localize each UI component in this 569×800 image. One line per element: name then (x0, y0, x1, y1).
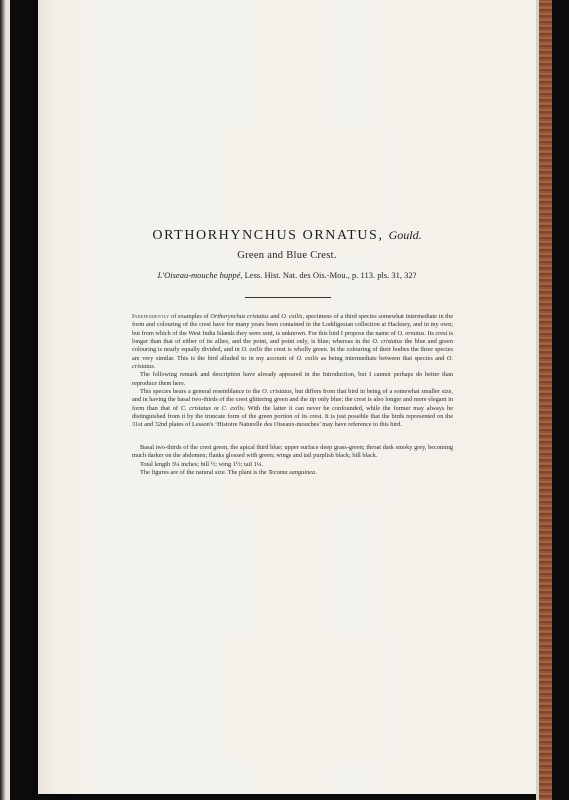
text-run: . Its crest is longer than that of either of its allies, and the point, and point only, is blue; whereas in the (132, 329, 454, 346)
body-text (132, 313, 453, 477)
lead-word: Independently (132, 313, 170, 320)
italic-run: O. exilis (296, 354, 319, 362)
text-run: The following remark and description have already appeared in the Introduction, but I cannot perhaps do better than reproduce them here. (132, 371, 453, 387)
italic-run: O. cristatus (262, 388, 292, 396)
synonym-line (38, 270, 536, 280)
paragraph-1 (132, 313, 453, 371)
paragraph-2 (132, 371, 453, 388)
book-edge (536, 0, 552, 800)
author-name: Gould. (388, 228, 422, 242)
text-run: the blue and green colouring is nearly equally divided, and in (132, 338, 453, 354)
text-run: Total length 3¼ inches; bill ½; wing 1½; tail 1¼. (140, 460, 264, 468)
text-run: . (153, 363, 156, 371)
italic-run: O. cristatus (132, 354, 453, 371)
italic-run: O. ornatus (397, 329, 425, 337)
text-run: , but differs from that bird in being of a somewhat smaller size, and in having the basal two-thirds of the crest glittering green and the tip only blue; the crest is also longer and more elegant in form than that of (132, 388, 454, 412)
italic-run: C. exilis (221, 404, 244, 412)
italic-run: O. cristatus (372, 338, 403, 346)
synonym-reference: Less. Hist. Nat. des Ois.-Mou., p. 113. pls. 31, 32? (242, 270, 417, 280)
paragraph-3 (132, 388, 453, 430)
italic-run: Orthorynchus cristatus (210, 313, 269, 320)
text-run: This species bears a general resemblance to the (140, 388, 263, 396)
divider-rule (245, 297, 331, 298)
italic-run: C. cristatus (180, 404, 211, 412)
text-run: Basal two-thirds of the crest green, the apical third blue; upper surface deep grass-green; throat dark smoky grey, becoming much darker on the abdomen; flanks glossed with green; wings and tail purplish black; bill black. (132, 443, 453, 460)
italic-run: O. exilis (281, 313, 303, 320)
description-paragraph (132, 444, 453, 461)
species-title (38, 228, 536, 244)
italic-run: Tecoma sanguinea (268, 468, 316, 476)
italic-run: O. exilis (241, 346, 263, 354)
text-run: the crest is wholly green. In the colouring of their bodies the three species are very similar. This is the bird alluded to in my account of (132, 346, 453, 362)
species-name: ORTHORHYNCHUS ORNATUS, (152, 228, 384, 243)
common-name: Green and Blue Crest. (237, 250, 337, 261)
text-run: The figures are of the natural size. The plant is the (140, 468, 269, 476)
text-run: , specimens of a third species somewhat intermediate in the form and colouring of the crest have for many years been contained in the Loddigesian collection at Hackney, and in my own; but from which of the West India Islands they were sent, is unknown. For this bird I propose the name of (132, 313, 453, 337)
text-run: of examples of (169, 313, 211, 320)
measurements-paragraph (132, 461, 453, 469)
text-run: . (315, 468, 317, 476)
facing-page-edge (0, 0, 10, 800)
text-run: and (268, 313, 282, 320)
text-run: . With the latter it can never be confounded, while the former may always be distinguished from it by the truncate form of the green portion of its crest. It is just possible that the birds represented on the 31st and 32nd plates of Lesson's ‘Histoire Naturelle des Oiseaux-mouches’ may have reference to this bird. (132, 404, 453, 429)
figures-note-paragraph (132, 469, 453, 477)
synonym-italic: L'Oiseau-mouche huppé, (157, 270, 243, 280)
text-run: or (210, 404, 222, 412)
text-run: as being intermediate between that species and (318, 354, 447, 362)
